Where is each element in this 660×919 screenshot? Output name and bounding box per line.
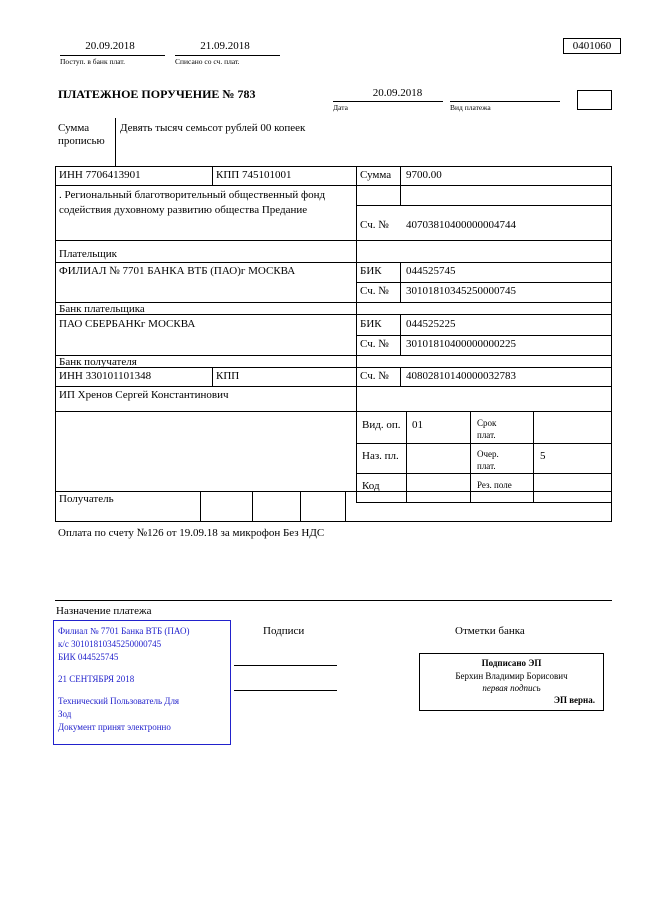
document-code: 0401060: [572, 40, 612, 52]
payer-inn: 7706413901: [85, 169, 141, 181]
operation-type: 01: [412, 419, 423, 431]
label-payer-bank: Банк плательщика: [59, 303, 145, 315]
grid-line: [55, 166, 56, 521]
grid-line: [400, 166, 401, 186]
label-term-2: плат.: [477, 430, 496, 440]
grid-line: [252, 491, 253, 521]
grid-line: [356, 473, 612, 474]
payee-bank-name: ПАО СБЕРБАНКг МОСКВА: [59, 318, 196, 330]
label-date: Дата: [333, 103, 348, 112]
electronic-bank-stamp: [53, 620, 231, 745]
payment-type-underline: [450, 101, 560, 102]
label-payee-bank-bik: БИК: [360, 318, 382, 330]
grid-line: [55, 367, 612, 368]
esign-title: Подписано ЭП: [481, 658, 542, 668]
label-payee-account: Сч. №: [360, 370, 389, 382]
payment-purpose-text: Оплата по счету №126 от 19.09.18 за микрофон Без НДС: [58, 527, 325, 539]
grid-line: [356, 335, 612, 336]
label-written-off: Списано со сч. плат.: [175, 57, 240, 66]
payee-bank-account: 30101810400000000225: [406, 338, 516, 350]
amount-value: 9700.00: [406, 169, 442, 181]
grid-line: [356, 443, 612, 444]
date-written-underline: [175, 55, 280, 56]
grid-line: [400, 262, 401, 282]
label-payee-bank: Банк получателя: [59, 356, 137, 368]
payee-inn: 330101101348: [85, 370, 152, 382]
grid-line: [55, 262, 612, 263]
grid-line: [356, 502, 612, 503]
grid-line: [55, 411, 612, 412]
label-payer-bank-account: Сч. №: [360, 285, 389, 297]
grid-line: [55, 166, 612, 167]
label-payee-kpp: КПП: [216, 370, 240, 382]
grid-line: [55, 240, 612, 241]
label-bank-marks: Отметки банка: [455, 625, 525, 637]
label-amount-words-1: Сумма: [58, 122, 90, 134]
stamp-line-5: Технический Пользователь Для: [58, 696, 180, 706]
payer-name: . Региональный благотворительный общественный фонд содействия духовному развитию общества Предание: [59, 189, 326, 216]
amount-in-words: Девять тысяч семьсот рублей 00 копеек: [120, 122, 306, 134]
grid-line: [356, 282, 612, 283]
grid-line: [400, 367, 401, 386]
payer-kpp: 745101001: [241, 169, 292, 181]
payer-bank-account: 30101810345250000745: [406, 285, 516, 297]
label-reserve-field: Рез. поле: [477, 480, 512, 490]
date-received-in-bank: 20.09.2018: [85, 40, 135, 52]
label-payer: Плательщик: [59, 248, 117, 260]
date-written-off: 21.09.2018: [200, 40, 250, 52]
amount-words-divider: [115, 118, 116, 166]
grid-line: [406, 411, 407, 502]
label-payee-inn: ИНН 330101101348: [59, 370, 152, 382]
label-payer-account: Сч. №: [360, 219, 389, 231]
document-code-box: [563, 38, 621, 54]
label-payer-bank-bik: БИК: [360, 265, 382, 277]
label-queue: Очер.: [477, 449, 499, 459]
label-operation-type: Вид. оп.: [362, 419, 401, 431]
queue-value: 5: [540, 450, 546, 462]
label-amount-words-2: прописью: [58, 135, 105, 147]
page-title: ПЛАТЕЖНОЕ ПОРУЧЕНИЕ № 783: [58, 87, 256, 101]
label-payment-purpose: Назначение платежа: [56, 605, 152, 617]
label-amount: Сумма: [360, 169, 392, 181]
label-queue-2: плат.: [477, 461, 496, 471]
payer-account: 40703810400000004744: [406, 219, 516, 231]
grid-line: [300, 491, 301, 521]
signature-line-1: [234, 665, 337, 666]
signature-line-2: [234, 690, 337, 691]
label-payee: Получатель: [59, 493, 114, 505]
payee-name: ИП Хренов Сергей Константинович: [59, 389, 229, 401]
label-code: Код: [362, 480, 380, 492]
payment-type-box: [577, 90, 612, 110]
grid-line: [55, 521, 612, 522]
stamp-line-3: БИК 044525745: [58, 652, 119, 662]
stamp-line-7: Документ принят электронно: [58, 722, 171, 732]
stamp-line-6: Зод: [58, 709, 72, 719]
electronic-signature-box: [419, 653, 604, 711]
grid-line: [55, 600, 612, 601]
label-received-in-bank: Поступ. в банк плат.: [60, 57, 125, 66]
payee-account: 40802810140000032783: [406, 370, 516, 382]
grid-line: [533, 411, 534, 502]
label-purpose-code: Наз. пл.: [362, 450, 399, 462]
label-payer-kpp: КПП 745101001: [216, 169, 292, 181]
payee-bank-bik: 044525225: [406, 318, 456, 330]
grid-line: [400, 282, 401, 302]
payer-bank-bik: 044525745: [406, 265, 456, 277]
grid-line: [55, 185, 612, 186]
grid-line: [345, 491, 346, 521]
grid-line: [55, 491, 612, 492]
grid-line: [400, 185, 401, 205]
label-term: Срок: [477, 418, 497, 428]
esign-role: первая подпись: [482, 683, 541, 693]
grid-line: [611, 166, 612, 521]
document-date: 20.09.2018: [372, 87, 423, 99]
payer-bank-name: ФИЛИАЛ № 7701 БАНКА ВТБ (ПАО)г МОСКВА: [59, 265, 296, 277]
label-payee-bank-account: Сч. №: [360, 338, 389, 350]
grid-line: [200, 491, 201, 521]
label-signatures: Подписи: [263, 625, 305, 637]
label-payer-inn: ИНН 7706413901: [59, 169, 141, 181]
stamp-line-2: к/с 30101810345250000745: [58, 639, 162, 649]
grid-line: [470, 411, 471, 502]
stamp-line-4: 21 СЕНТЯБРЯ 2018: [58, 674, 135, 684]
grid-line: [400, 314, 401, 335]
date-received-underline: [60, 55, 165, 56]
grid-line: [55, 355, 612, 356]
document-date-underline: [333, 101, 443, 102]
label-payment-type: Вид платежа: [450, 103, 491, 112]
esign-name: Берхин Владимир Борисович: [455, 671, 568, 681]
stamp-line-1: Филиал № 7701 Банка ВТБ (ПАО): [58, 626, 190, 636]
grid-line: [356, 205, 612, 206]
esign-valid: ЭП верна.: [553, 695, 595, 705]
grid-line: [400, 335, 401, 355]
grid-line: [55, 386, 612, 387]
